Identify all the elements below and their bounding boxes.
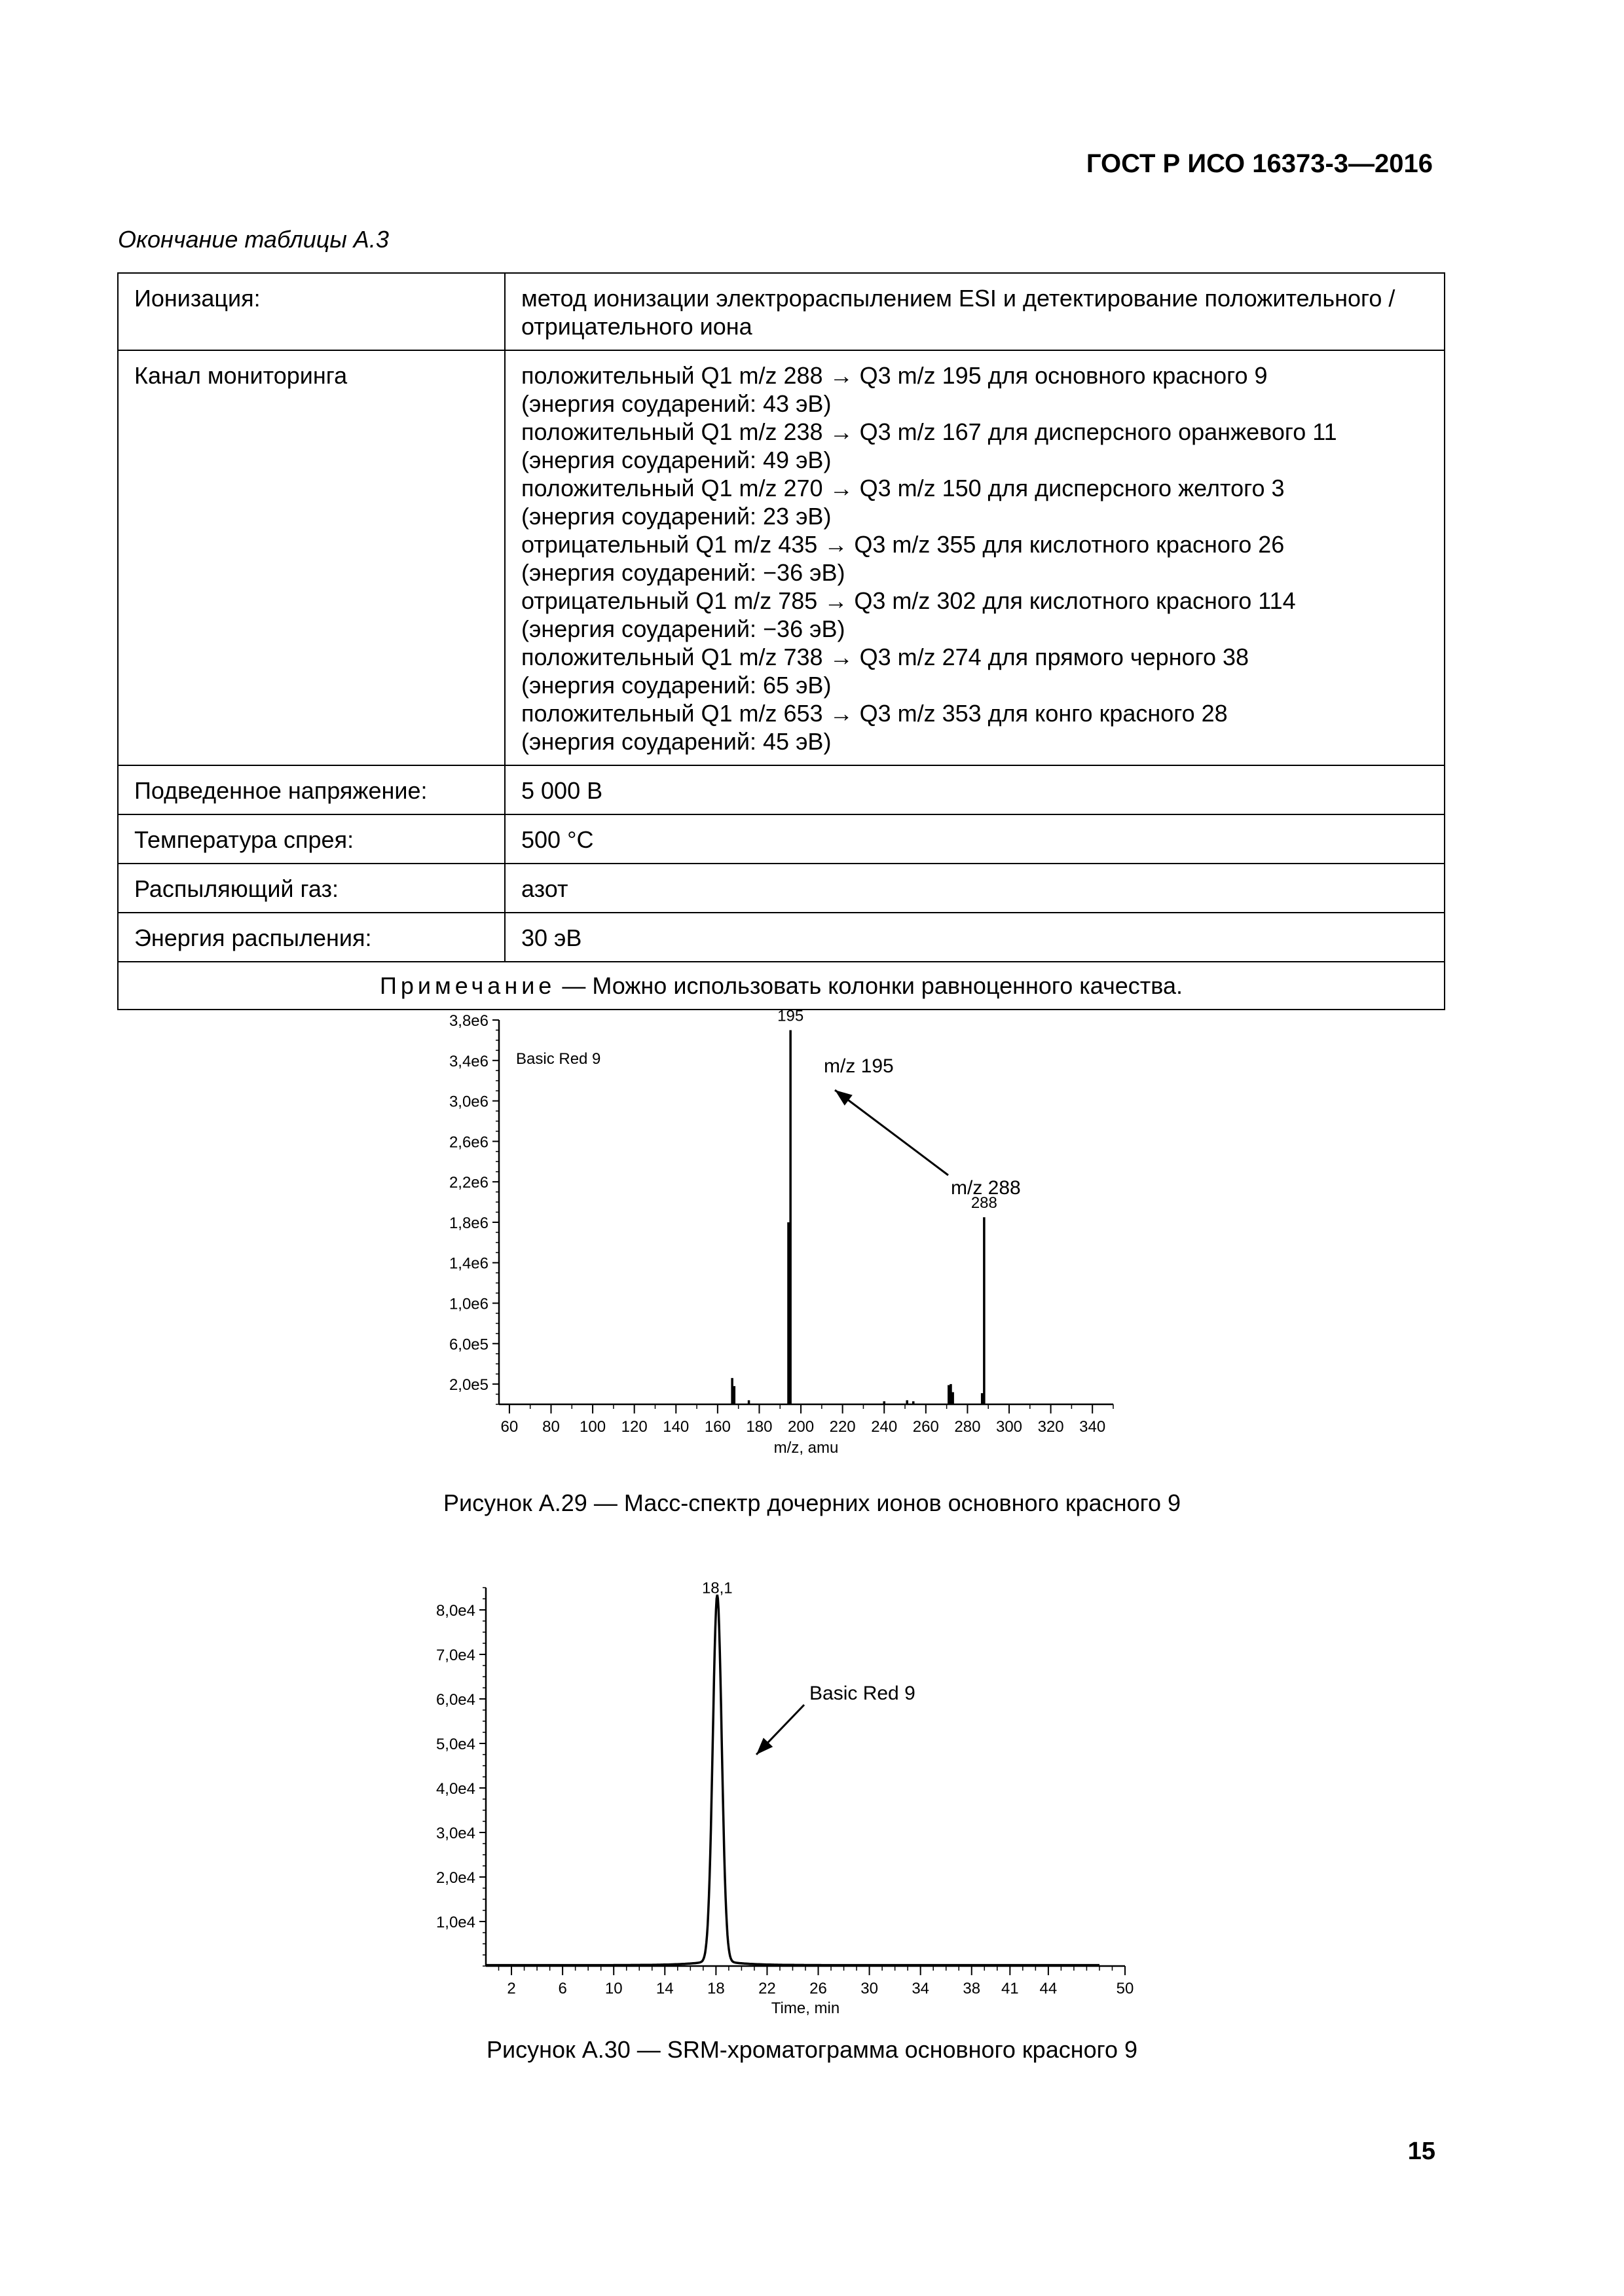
param-name: Подведенное напряжение: [118,765,505,814]
param-value-line: (энергия соударений: 45 эВ) [521,728,832,755]
x-tick-label: 80 [542,1418,560,1436]
param-name: Распыляющий газ: [118,864,505,913]
param-value-line: положительный Q1 m/z 738 → Q3 m/z 274 для прямого черного 38 [521,644,1249,670]
x-tick-label: 14 [655,1980,674,1997]
x-tick-label: 200 [788,1418,815,1436]
y-tick-label: 3,0e6 [449,1093,489,1111]
param-name: Ионизация: [118,273,505,350]
note-text: — Можно использовать колонки равноценного качества. [555,972,1183,999]
param-value-line: (энергия соударений: 23 эВ) [521,503,832,530]
y-tick-label: 7,0e4 [435,1647,475,1664]
x-tick-label: 34 [912,1980,930,1997]
param-name: Температура спрея: [118,814,505,864]
x-tick-label: 280 [954,1418,981,1436]
x-tick-label: 340 [1079,1418,1106,1436]
x-tick-label: 50 [1116,1980,1134,1997]
x-tick-label: 100 [580,1418,606,1436]
param-value-line: положительный Q1 m/z 653 → Q3 m/z 353 для конго красного 28 [521,700,1228,727]
y-tick-label: 3,8e6 [449,1012,489,1030]
y-tick-label: 4,0e4 [435,1780,475,1798]
x-tick-label: 2 [507,1980,516,1997]
x-tick-label: 260 [912,1418,939,1436]
x-tick-label: 160 [704,1418,731,1436]
y-tick-label: 2,0e4 [435,1869,475,1887]
figure-30-caption: Рисунок А.30 — SRM-хроматограмма основного красного 9 [486,2036,1138,2063]
y-tick-label: 3,0e4 [435,1825,475,1842]
y-tick-label: 6,0e4 [435,1691,475,1709]
param-value-line: положительный Q1 m/z 270 → Q3 m/z 150 для дисперсного желтого 3 [521,475,1285,501]
y-tick-label: 3,4e6 [449,1052,489,1070]
param-value-line: отрицательного иона [521,313,752,340]
param-value-line: 500 °С [521,826,594,853]
x-tick-label: 220 [829,1418,856,1436]
x-tick-label: 26 [809,1980,827,1997]
annotation-mz-195: m/z 195 [824,1055,894,1077]
annotation-mz-288: m/z 288 [951,1177,1021,1199]
x-tick-label: 180 [746,1418,773,1436]
peak-label: 18,1 [701,1579,733,1597]
param-value-line: (энергия соударений: 65 эВ) [521,672,832,699]
param-name: Канал мониторинга [118,350,505,765]
series-label: Basic Red 9 [809,1683,915,1704]
page-number: 15 [1407,2138,1435,2165]
x-tick-label: 300 [995,1418,1023,1436]
x-tick-label: 10 [604,1980,623,1997]
series-label: Basic Red 9 [516,1050,601,1068]
y-tick-label: 1,4e6 [449,1254,489,1273]
x-tick-label: 18 [707,1980,725,1997]
x-tick-label: 41 [1001,1980,1019,1997]
y-tick-label: 2,2e6 [449,1174,489,1192]
y-tick-label: 2,6e6 [449,1133,489,1152]
param-value-line: 30 эВ [521,924,582,951]
x-tick-label: 6 [558,1980,567,1997]
y-tick-label: 1,0e6 [449,1295,489,1313]
y-tick-label: 6,0e5 [449,1336,489,1354]
x-tick-label: 44 [1039,1980,1058,1997]
param-value-line: (энергия соударений: 49 эВ) [521,446,832,473]
x-tick-label: 320 [1037,1418,1064,1436]
y-tick-label: 5,0e4 [435,1736,475,1753]
x-tick-label: 60 [500,1418,519,1436]
y-tick-label: 1,0e4 [435,1914,475,1931]
param-value-line: отрицательный Q1 m/z 785 → Q3 m/z 302 для кислотного красного 114 [521,587,1296,614]
figure-29-caption: Рисунок А.29 — Масс-спектр дочерних ионов основного красного 9 [443,1489,1181,1516]
param-value-line: отрицательный Q1 m/z 435 → Q3 m/z 355 для кислотного красного 26 [521,531,1285,558]
chromatogram-trace [486,1595,1099,1965]
table-caption: Окончание таблицы А.3 [118,226,389,253]
param-value-line: азот [521,875,568,902]
note-label: Примечание [379,972,556,999]
param-value-line: (энергия соударений: 43 эВ) [521,390,832,417]
x-tick-label: 240 [871,1418,898,1436]
y-tick-label: 1,8e6 [449,1214,489,1232]
peak-label: 195 [777,1007,804,1025]
x-tick-label: 22 [758,1980,776,1997]
x-tick-label: 30 [860,1980,878,1997]
y-tick-label: 2,0e5 [449,1376,489,1394]
param-value-line: (энергия соударений: −36 эВ) [521,615,845,642]
x-tick-label: 140 [663,1418,690,1436]
document-header: ГОСТ Р ИСО 16373-3—2016 [1086,149,1433,178]
param-name: Энергия распыления: [118,913,505,962]
x-tick-label: 38 [963,1980,981,1997]
param-value-line: положительный Q1 m/z 288 → Q3 m/z 195 для основного красного 9 [521,362,1268,389]
param-value-line: 5 000 В [521,777,603,804]
x-axis-label: Time, min [771,1999,840,2017]
peak-label: 288 [970,1194,997,1212]
param-value-line: (энергия соударений: −36 эВ) [521,559,845,586]
y-tick-label: 8,0e4 [435,1602,475,1620]
param-value-line: метод ионизации электрораспылением ESI и детектирование положительного / [521,285,1395,312]
param-value-line: положительный Q1 m/z 238 → Q3 m/z 167 для дисперсного оранжевого 11 [521,418,1337,445]
x-tick-label: 120 [621,1418,648,1436]
x-axis-label: m/z, amu [773,1439,839,1457]
